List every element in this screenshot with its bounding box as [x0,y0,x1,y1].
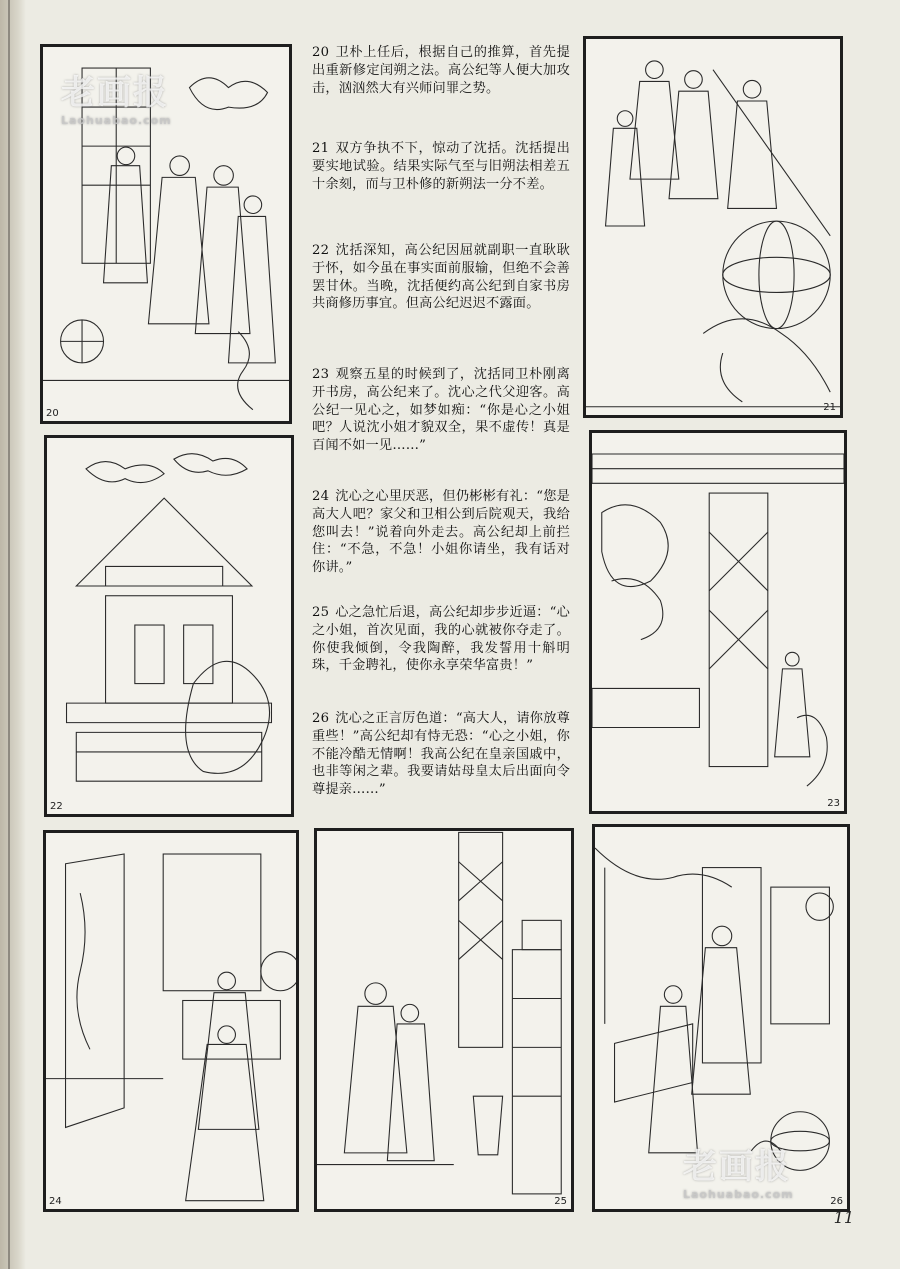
page-number: 11 [833,1208,854,1227]
panel-25 [314,828,574,1212]
watermark [683,1139,794,1201]
caption-number: 25 [312,605,330,620]
watermark-text: 老画报 [61,73,169,113]
panel-number: 21 [823,402,836,413]
caption-20 [312,44,570,97]
caption-number: 24 [312,489,330,504]
watermark [61,65,172,127]
panel-23 [589,430,847,814]
caption-text: 沈心之心里厌恶，但仍彬彬有礼：“您是高大人吧？家父和卫相公到后院观天，我给您叫去！”说着向外走去。高公纪却上前拦住：“不急，不急！小姐你请坐，我有话对你讲。” [312,489,570,576]
panel-21 [583,36,843,418]
caption-26 [312,710,570,799]
caption-number: 26 [312,711,330,726]
caption-25 [312,604,570,675]
illustration-study-pursuit [317,831,571,1209]
illustration-study-lady-official [46,833,296,1209]
panel-number: 20 [46,408,59,419]
watermark-text: 老画报 [683,1147,791,1187]
caption-24 [312,488,570,577]
caption-text: 双方争执不下，惊动了沈括。沈括提出要实地试验。结果实际气至与旧朔法相差五十余刻，而与卫朴修的新朔法一分不差。 [312,141,570,192]
panel-20 [40,44,292,424]
caption-23 [312,366,570,455]
caption-number: 23 [312,367,330,382]
illustration-armillary-observation [586,39,840,415]
caption-22 [312,242,570,313]
illustration-pavilion [47,438,291,814]
caption-text: 观察五星的时候到了，沈括同卫朴刚离开书房，高公纪来了。沈心之代父迎客。高公纪一见心之，如梦如痴：“你是心之小姐吧？人说沈小姐才貌双全，果不虚传！真是百闻不如一见……” [312,367,570,454]
binding-gutter [0,0,26,1269]
panel-number: 23 [827,798,840,809]
panel-26 [592,824,850,1212]
panel-number: 25 [554,1196,567,1207]
caption-number: 21 [312,141,330,156]
panel-24 [43,830,299,1212]
panel-number: 22 [50,801,63,812]
caption-21 [312,140,570,193]
caption-number: 22 [312,243,330,258]
panel-22 [44,435,294,817]
panel-number: 24 [49,1196,62,1207]
caption-text: 心之急忙后退，高公纪却步步近逼：“心之小姐，首次见面，我的心就被你夺走了。你使我倾倒，令我陶醉，我发誓用十斛明珠，千金聘礼，使你永享荣华富贵！” [312,605,570,674]
panel-number: 26 [830,1196,843,1207]
watermark-url: Laohuabao.com [683,1188,794,1201]
watermark-url: Laohuabao.com [61,114,172,127]
caption-text: 沈括深知，高公纪因屈就副职一直耿耿于怀，如今虽在事实面前服输，但绝不会善罢甘休。当晚，沈括便约高公纪到自家书房共商修历事宜。但高公纪迟迟不露面。 [312,243,570,312]
caption-number: 20 [312,45,330,60]
caption-text: 卫朴上任后，根据自己的推算，首先提出重新修定闰朔之法。高公纪等人便大加攻击，汹汹然大有兴师问罪之势。 [312,45,570,96]
caption-text: 沈心之正言厉色道：“高大人，请你放尊重些！”高公纪却有恃无恐：“心之小姐，你不能冷酷无情啊！我高公纪在皇亲国戚中，也非等闲之辈。我要请姑母皇太后出面向令尊提亲……” [312,711,570,798]
illustration-courtyard-lady [592,433,844,811]
